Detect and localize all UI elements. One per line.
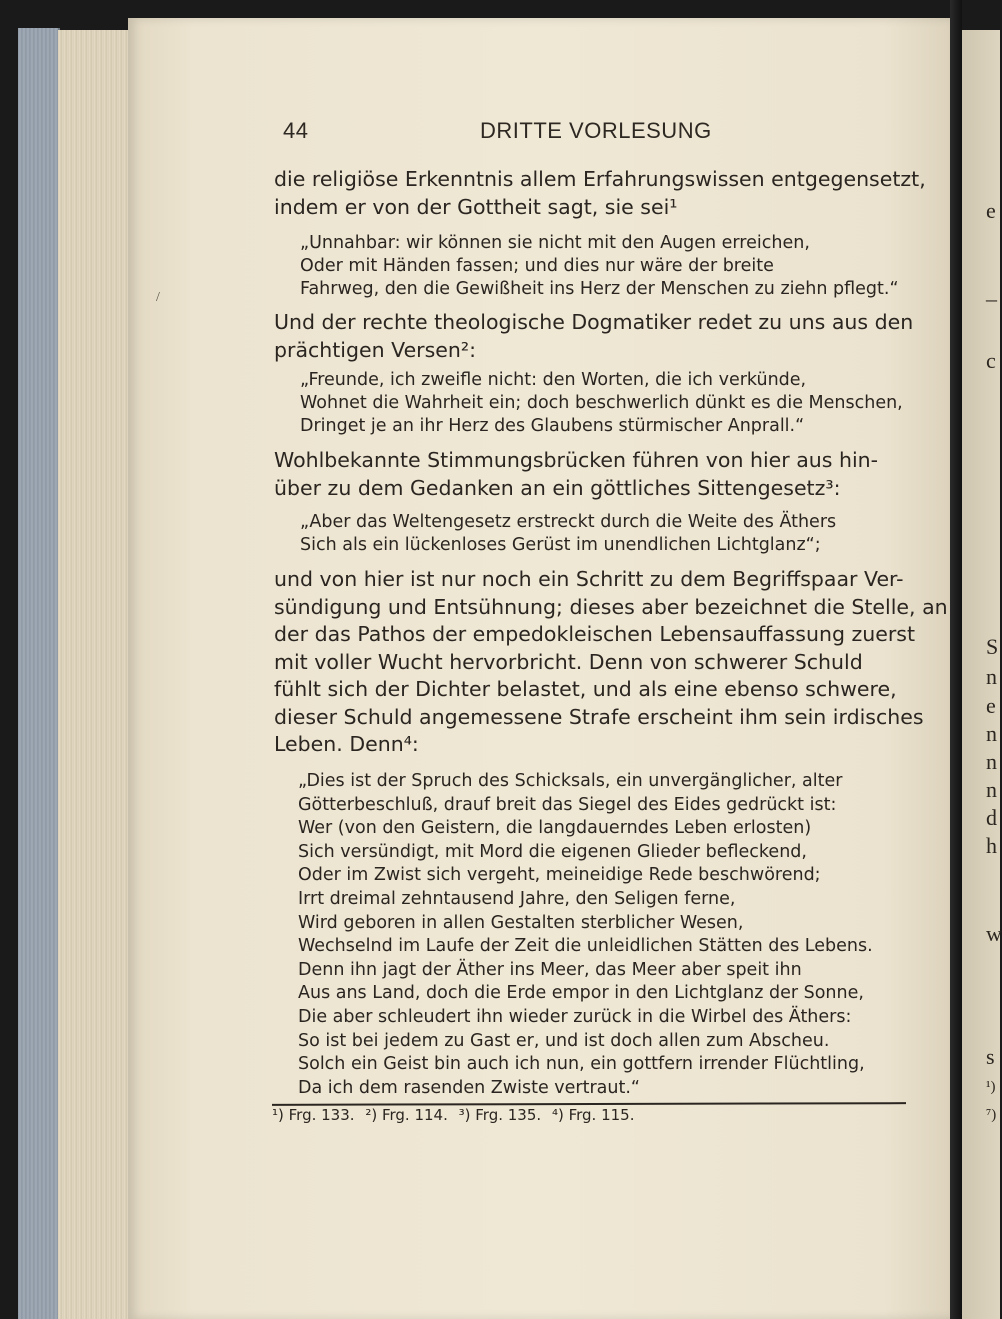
- verse-line: „Dies ist der Spruch des Schicksals, ein unvergänglicher, alter: [298, 771, 843, 791]
- text-line: der das Pathos der empedokleischen Lebensauffassung zuerst: [274, 622, 915, 646]
- verse-line: Wechselnd im Laufe der Zeit die unleidlichen Stätten des Lebens.: [298, 936, 873, 957]
- verse-line: „Unnahbar: wir können sie nicht mit den Augen erreichen,: [300, 233, 810, 253]
- verse-quote-2: [300, 369, 916, 438]
- facing-page-glyph: h: [986, 833, 997, 858]
- verse-line: Dringet je an ihr Herz des Glaubens stürmischer Anprall.“: [300, 416, 805, 436]
- facing-page-glyph: w: [986, 921, 1002, 946]
- facing-page-glyph: e: [986, 198, 996, 223]
- facing-page-glyph: n: [986, 664, 997, 689]
- verse-quote-1: [300, 232, 916, 301]
- text-line: fühlt sich der Dichter belastet, und als eine ebenso schwere,: [274, 677, 897, 701]
- facing-page-glyph: c: [986, 348, 996, 373]
- verse-line: „Aber das Weltengesetz erstreckt durch die Weite des Äthers: [300, 512, 837, 532]
- facing-page-glyph: S: [986, 634, 999, 659]
- text-line: dieser Schuld angemessene Strafe erscheint ihm sein irdisches: [274, 704, 924, 729]
- verse-line: Sich als ein lückenloses Gerüst im unendlichen Lichtglanz“;: [300, 535, 821, 555]
- text-line: prächtigen Versen²:: [274, 337, 477, 362]
- verse-line: Götterbeschluß, drauf breit das Siegel des Eides gedrückt ist:: [298, 794, 837, 815]
- verse-line: Denn ihn jagt der Äther ins Meer, das Meer aber speit ihn: [298, 959, 802, 980]
- facing-page-edge: [962, 30, 1000, 1319]
- verse-line: Fahrweg, den die Gewißheit ins Herz der Menschen zu ziehn pflegt.“: [300, 279, 899, 299]
- text-line: indem er von der Gottheit sagt, sie sei¹: [274, 194, 678, 219]
- footnotes: [272, 1106, 640, 1124]
- paragraph-1: [274, 166, 926, 221]
- verse-line: Solch ein Geist bin auch ich nun, ein gottfern irrender Flüchtling,: [298, 1054, 865, 1075]
- facing-page-glyph: –: [986, 286, 997, 311]
- facing-page-glyph: n: [986, 749, 997, 774]
- verse-line: Irrt dreimal zehntausend Jahre, den Seligen ferne,: [298, 888, 736, 909]
- book-gutter: [950, 0, 962, 1319]
- verse-line: Oder mit Händen fassen; und dies nur wäre der breite: [300, 256, 774, 276]
- verse-line: Wird geboren in allen Gestalten sterblicher Wesen,: [298, 912, 744, 933]
- text-line: Wohlbekannte Stimmungsbrücken führen von hier aus hin-: [274, 448, 879, 472]
- page-block-edges: [58, 30, 138, 1319]
- running-title: DRITTE VORLESUNG: [480, 118, 712, 143]
- verse-line: „Freunde, ich zweifle nicht: den Worten, die ich verkünde,: [300, 370, 807, 390]
- footnote: ²) Frg. 114.: [365, 1106, 448, 1124]
- facing-page-glyph: n: [986, 777, 997, 802]
- facing-page-glyph: s: [986, 1044, 995, 1069]
- verse-quote-4: [298, 770, 914, 1100]
- text-line: Leben. Denn⁴:: [274, 732, 419, 756]
- verse-line: Aus ans Land, doch die Erde empor in den Lichtglanz der Sonne,: [298, 983, 864, 1004]
- facing-page-glyph: d: [986, 805, 997, 830]
- text-line: mit voller Wucht hervorbricht. Denn von schwerer Schuld: [274, 649, 863, 674]
- facing-page-glyph: n: [986, 721, 997, 746]
- footnote: ⁴) Frg. 115.: [551, 1106, 635, 1124]
- margin-pencil-mark: /: [156, 290, 160, 305]
- facing-page-glyph: ⁷): [986, 1107, 997, 1123]
- verse-line: Wer (von den Geistern, die langdauerndes Leben erlosten): [298, 818, 812, 839]
- book-cover-edge: [18, 28, 60, 1319]
- page-number: 44: [283, 118, 309, 143]
- verse-quote-3: [300, 511, 916, 557]
- text-line: und von hier ist nur noch ein Schritt zu dem Begriffspaar Ver-: [274, 567, 904, 591]
- facing-page-glyph: e: [986, 693, 996, 718]
- text-line: über zu dem Gedanken an ein göttliches Sittengesetz³:: [274, 475, 841, 500]
- verse-line: Sich versündigt, mit Mord die eigenen Glieder befleckend,: [298, 841, 807, 862]
- verse-line: Da ich dem rasenden Zwiste vertraut.“: [298, 1077, 640, 1098]
- footnote: ³) Frg. 135.: [458, 1106, 542, 1124]
- footnote: ¹) Frg. 133.: [272, 1106, 355, 1124]
- verse-line: Oder im Zwist sich vergeht, meineidige Rede beschwörend;: [298, 865, 821, 886]
- verse-line: So ist bei jedem zu Gast er, und ist doch allen zum Abscheu.: [298, 1030, 830, 1051]
- paragraph-4: [274, 566, 948, 759]
- text-line: sündigung und Entsühnung; dieses aber bezeichnet die Stelle, an: [274, 594, 948, 619]
- text-line: die religiöse Erkenntnis allem Erfahrungswissen entgegensetzt,: [274, 167, 926, 191]
- facing-page-glyph: ¹): [986, 1079, 996, 1095]
- verse-line: Die aber schleudert ihn wieder zurück in die Wirbel des Äthers:: [298, 1006, 852, 1027]
- text-line: Und der rechte theologische Dogmatiker redet zu uns aus den: [274, 310, 914, 334]
- verse-line: Wohnet die Wahrheit ein; doch beschwerlich dünkt es die Menschen,: [300, 393, 903, 413]
- paragraph-2: [274, 309, 918, 364]
- paragraph-3: [274, 447, 918, 502]
